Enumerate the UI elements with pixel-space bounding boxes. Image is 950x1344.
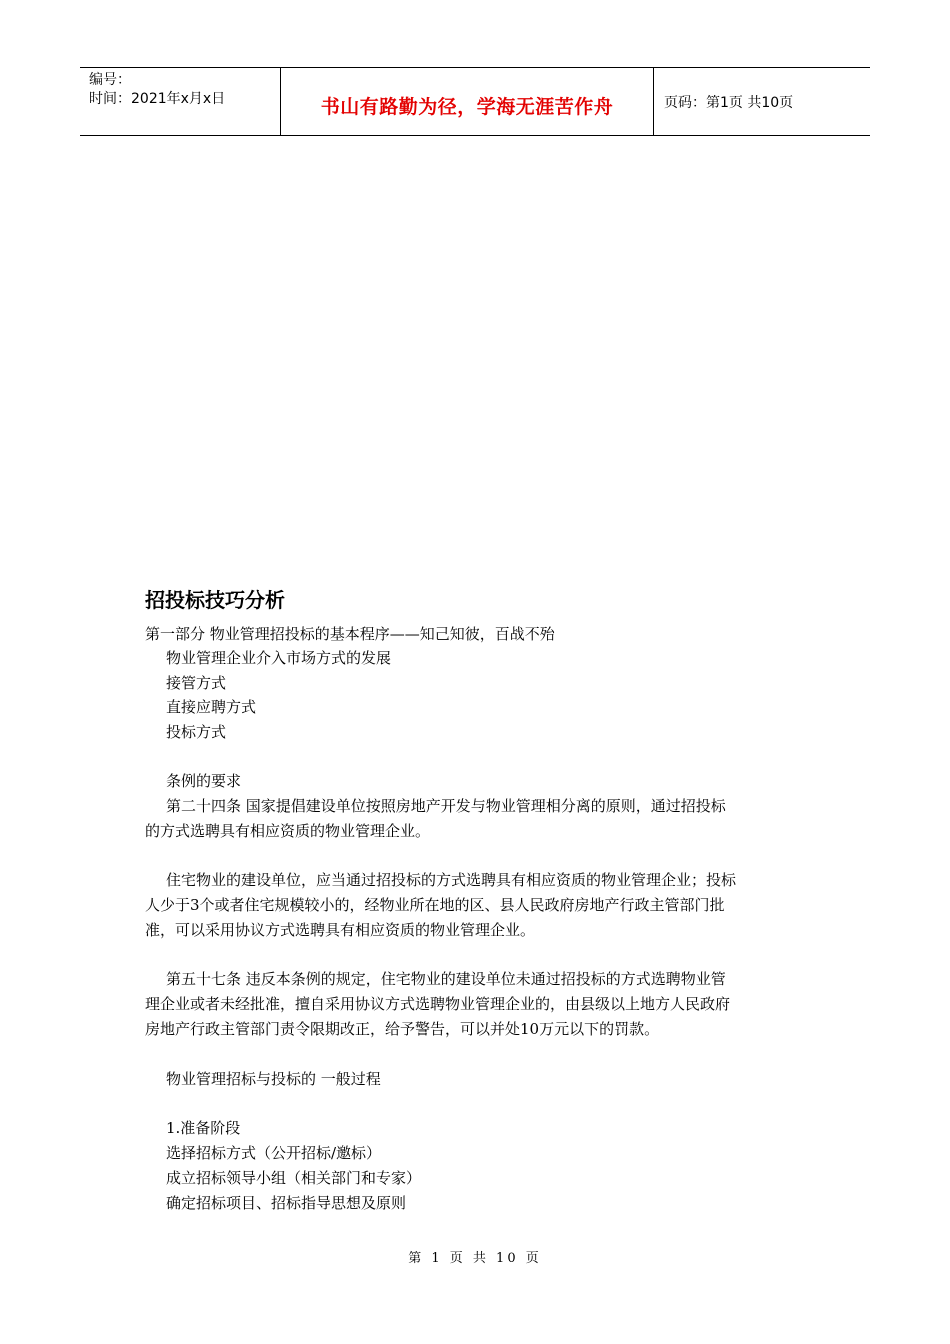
paragraph-line: 住宅物业的建设单位，应当通过招投标的方式选聘具有相应资质的物业管理企业；投标 xyxy=(166,871,737,889)
paragraph-line: 1.准备阶段 xyxy=(166,1119,241,1137)
paragraph-line: 直接应聘方式 xyxy=(166,698,257,716)
paragraph-line: 接管方式 xyxy=(166,674,227,692)
paragraph-line: 成立招标领导小组（相关部门和专家） xyxy=(166,1169,422,1187)
paragraph-line: 第五十七条 违反本条例的规定，住宅物业的建设单位未通过招投标的方式选聘物业管 xyxy=(166,970,726,988)
paragraph-line: 人少于3个或者住宅规模较小的，经物业所在地的区、县人民政府房地产行政主管部门批 xyxy=(145,896,725,914)
paragraph-line: 物业管理企业介入市场方式的发展 xyxy=(166,649,392,667)
paragraph-line: 物业管理招标与投标的 一般过程 xyxy=(166,1070,381,1088)
number-label: 编号： xyxy=(89,72,131,88)
time-label: 时间：2021年x月x日 xyxy=(89,91,226,107)
paragraph-line: 准，可以采用协议方式选聘具有相应资质的物业管理企业。 xyxy=(145,921,536,939)
paragraph-line: 的方式选聘具有相应资质的物业管理企业。 xyxy=(145,822,431,840)
paragraph-line: 房地产行政主管部门责令限期改正，给予警告，可以并处10万元以下的罚款。 xyxy=(145,1020,660,1038)
page-footer: 第 1 页 共 10 页 xyxy=(408,1251,542,1266)
document-title: 招投标技巧分析 xyxy=(145,588,285,612)
header-right-cell xyxy=(654,68,870,135)
section-heading: 第一部分 物业管理招投标的基本程序——知己知彼，百战不殆 xyxy=(145,625,555,643)
page-info: 页码：第1页 共10页 xyxy=(664,95,794,111)
paragraph-line: 确定招标项目、招标指导思想及原则 xyxy=(166,1194,407,1212)
paragraph-line: 理企业或者未经批准，擅自采用协议方式选聘物业管理企业的，由县级以上地方人民政府 xyxy=(145,995,731,1013)
paragraph-line: 选择招标方式（公开招标/邀标） xyxy=(166,1144,382,1162)
header-left-cell xyxy=(80,68,281,135)
header-table xyxy=(80,67,870,136)
paragraph-line: 第二十四条 国家提倡建设单位按照房地产开发与物业管理相分离的原则，通过招投标 xyxy=(166,797,726,815)
header-middle-cell xyxy=(281,68,654,135)
paragraph-line: 投标方式 xyxy=(166,723,227,741)
motto-text: 书山有路勤为径，学海无涯苦作舟 xyxy=(320,96,614,118)
paragraph-line: 条例的要求 xyxy=(166,772,242,790)
